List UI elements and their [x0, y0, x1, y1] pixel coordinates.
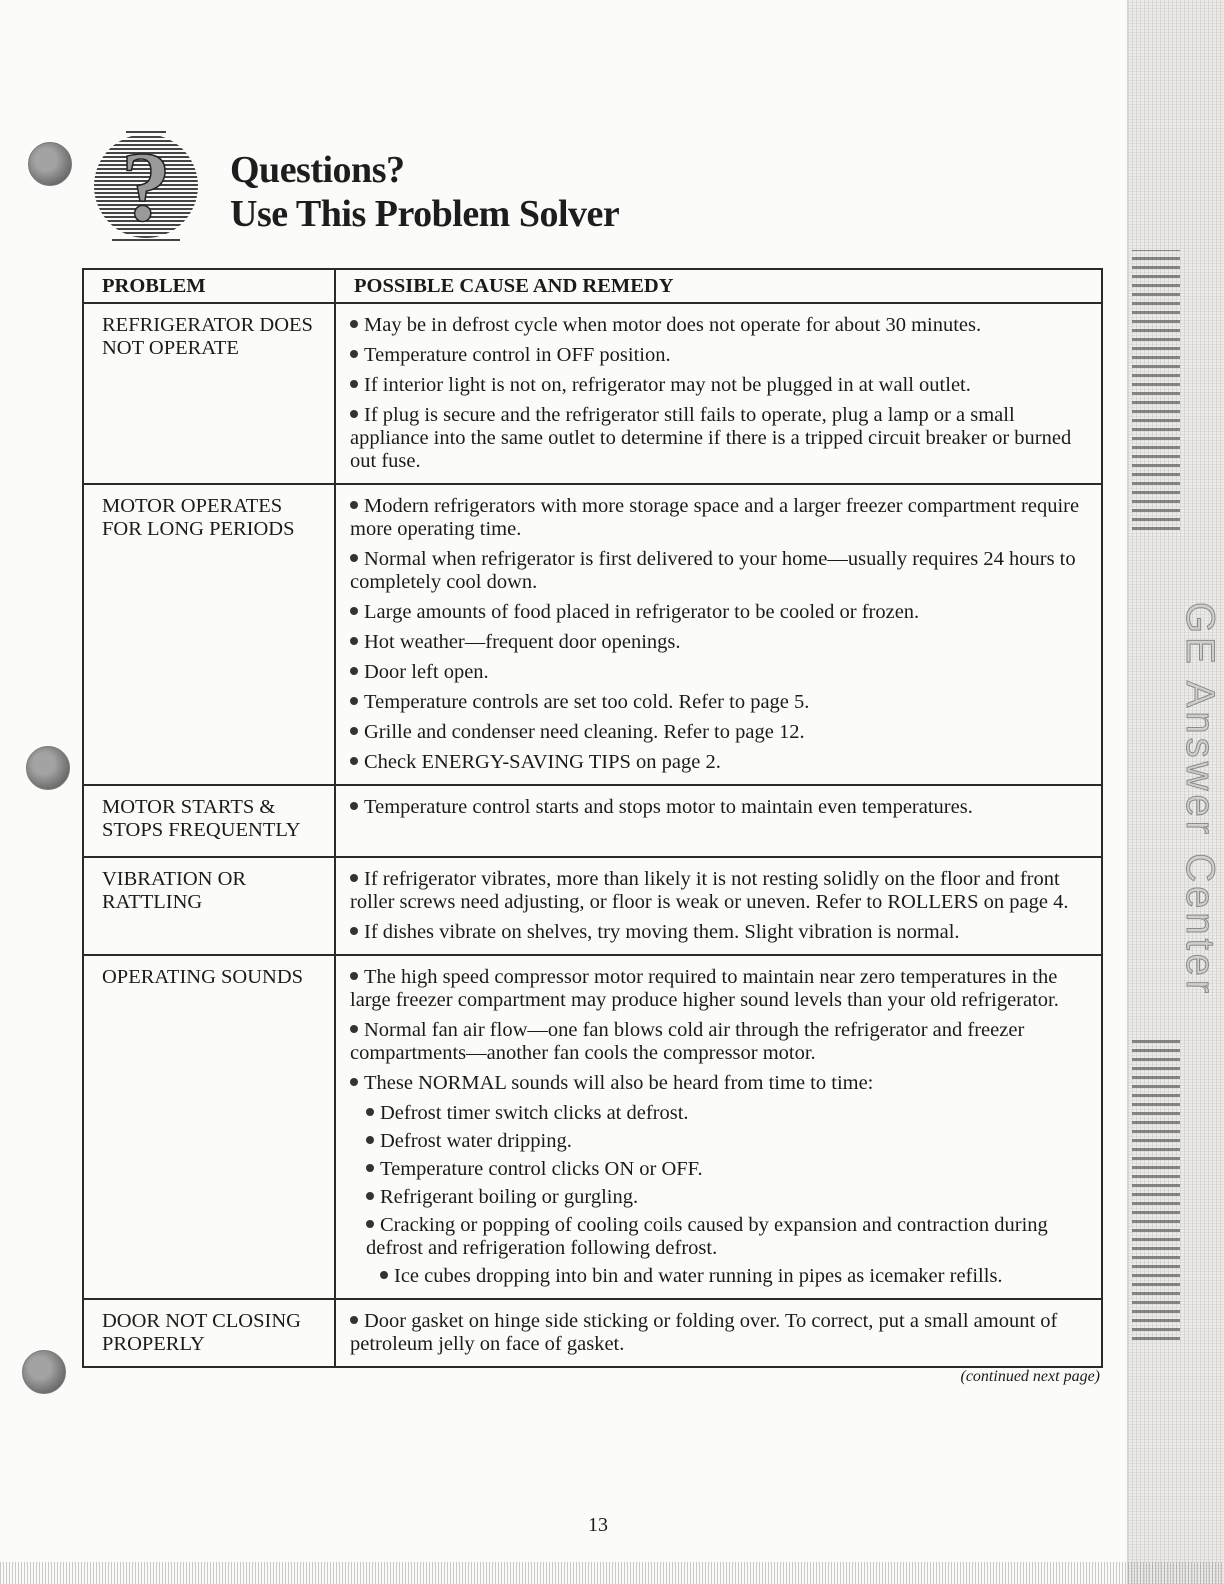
remedy-item: Temperature controls are set too cold. Refer to page 5. [350, 691, 1089, 714]
remedy-item: May be in defrost cycle when motor does not operate for about 30 minutes. [350, 314, 1089, 337]
sub-remedy-item: Defrost water dripping. [350, 1130, 1089, 1153]
page-header [230, 148, 619, 236]
scanned-side-edge [1127, 0, 1224, 1584]
sub-remedy-item: Ice cubes dropping into bin and water running in pipes as icemaker refills. [350, 1265, 1089, 1288]
question-mark-icon [84, 128, 208, 246]
sub-remedy-item: Refrigerant boiling or gurgling. [350, 1186, 1089, 1209]
bullet-icon [350, 697, 358, 705]
bullet-icon [350, 667, 358, 675]
problem-cell: REFRIGERATOR DOES NOT OPERATE [83, 303, 335, 484]
bullet-icon [366, 1220, 374, 1228]
column-header-problem: PROBLEM [83, 269, 335, 303]
bullet-icon [350, 757, 358, 765]
problem-cell: MOTOR STARTS & STOPS FREQUENTLY [83, 785, 335, 857]
problem-solver-table [82, 268, 1103, 1368]
remedy-item: These NORMAL sounds will also be heard from time to time: [350, 1072, 1089, 1095]
remedy-cell [335, 303, 1102, 484]
bullet-icon [350, 1078, 358, 1086]
sub-remedy-item: Defrost timer switch clicks at defrost. [350, 1102, 1089, 1125]
bullet-icon [350, 927, 358, 935]
bullet-icon [350, 607, 358, 615]
table-header-row [83, 269, 1102, 303]
remedy-item: Normal when refrigerator is first delivered to your home—usually requires 24 hours to completely cool down. [350, 548, 1076, 593]
header-title-line2: Use This Problem Solver [230, 193, 620, 235]
remedy-item: Door gasket on hinge side sticking or folding over. To correct, put a small amount of petroleum jelly on face of gasket. [350, 1310, 1058, 1355]
problem-cell: VIBRATION OR RATTLING [83, 857, 335, 955]
punch-hole-bottom [22, 1350, 66, 1394]
bullet-icon [350, 727, 358, 735]
remedy-item: The high speed compressor motor required to maintain near zero temperatures in the large freezer compartment may produce higher sound levels than your old refrigerator. [350, 966, 1059, 1011]
table-row [83, 955, 1102, 1299]
bullet-icon [350, 410, 358, 418]
table-row [83, 303, 1102, 484]
bullet-icon [350, 637, 358, 645]
remedy-item: Grille and condenser need cleaning. Refer to page 12. [350, 721, 1089, 744]
bullet-icon [380, 1271, 388, 1279]
remedy-item: Check ENERGY-SAVING TIPS on page 2. [350, 751, 1089, 774]
bullet-icon [350, 320, 358, 328]
remedy-item: Normal fan air flow—one fan blows cold air through the refrigerator and freezer compartments—another fan cools the compressor motor. [350, 1019, 1025, 1064]
edge-label: GE Answer Center [1178, 602, 1222, 998]
problem-cell: OPERATING SOUNDS [83, 955, 335, 1299]
table-row [83, 1299, 1102, 1367]
problem-cell: MOTOR OPERATES FOR LONG PERIODS [83, 484, 335, 785]
remedy-cell [335, 955, 1102, 1299]
table-row [83, 857, 1102, 955]
remedy-cell [335, 484, 1102, 785]
remedy-item: Temperature control starts and stops motor to maintain even temperatures. [350, 796, 1089, 819]
sub-remedy-item: Temperature control clicks ON or OFF. [350, 1158, 1089, 1181]
continued-note: (continued next page) [960, 1368, 1100, 1385]
page-number: 13 [588, 1514, 608, 1536]
remedy-cell [335, 857, 1102, 955]
svg-text:?: ? [121, 131, 171, 242]
punch-hole-top [28, 142, 72, 186]
header-title-line1: Questions? [230, 149, 405, 191]
bullet-icon [350, 380, 358, 388]
problem-cell: DOOR NOT CLOSING PROPERLY [83, 1299, 335, 1367]
bullet-icon [350, 350, 358, 358]
sub-remedy-item: Cracking or popping of cooling coils caused by expansion and contraction during defrost and refrigeration following defrost. [366, 1214, 1048, 1259]
remedy-item: If dishes vibrate on shelves, try moving them. Slight vibration is normal. [350, 921, 1089, 944]
remedy-item: Temperature control in OFF position. [350, 344, 1089, 367]
bullet-icon [350, 802, 358, 810]
bullet-icon [350, 972, 358, 980]
remedy-cell [335, 1299, 1102, 1367]
edge-texture [1132, 1040, 1180, 1340]
bullet-icon [366, 1164, 374, 1172]
bullet-icon [350, 1316, 358, 1324]
table-row [83, 785, 1102, 857]
punch-hole-middle [26, 746, 70, 790]
remedy-cell [335, 785, 1102, 857]
table-row [83, 484, 1102, 785]
bullet-icon [350, 1025, 358, 1033]
column-header-remedy: POSSIBLE CAUSE AND REMEDY [335, 269, 1102, 303]
remedy-item: Hot weather—frequent door openings. [350, 631, 1089, 654]
remedy-item: If plug is secure and the refrigerator still fails to operate, plug a lamp or a small appliance into the same outlet to determine if there is a tripped circuit breaker or burned out fuse. [350, 404, 1072, 472]
bullet-icon [366, 1108, 374, 1116]
remedy-item: Large amounts of food placed in refrigerator to be cooled or frozen. [350, 601, 1089, 624]
bullet-icon [366, 1192, 374, 1200]
bullet-icon [366, 1136, 374, 1144]
edge-texture [1132, 250, 1180, 530]
remedy-item: Door left open. [350, 661, 1089, 684]
remedy-item: Modern refrigerators with more storage space and a larger freezer compartment require more operating time. [350, 495, 1080, 540]
bullet-icon [350, 554, 358, 562]
bullet-icon [350, 501, 358, 509]
remedy-item: If interior light is not on, refrigerator may not be plugged in at wall outlet. [350, 374, 1089, 397]
bullet-icon [350, 874, 358, 882]
bottom-scan-noise [0, 1562, 1224, 1584]
remedy-item: If refrigerator vibrates, more than likely it is not resting solidly on the floor and front roller screws need adjusting, or floor is weak or uneven. Refer to ROLLERS on page 4. [350, 868, 1069, 913]
